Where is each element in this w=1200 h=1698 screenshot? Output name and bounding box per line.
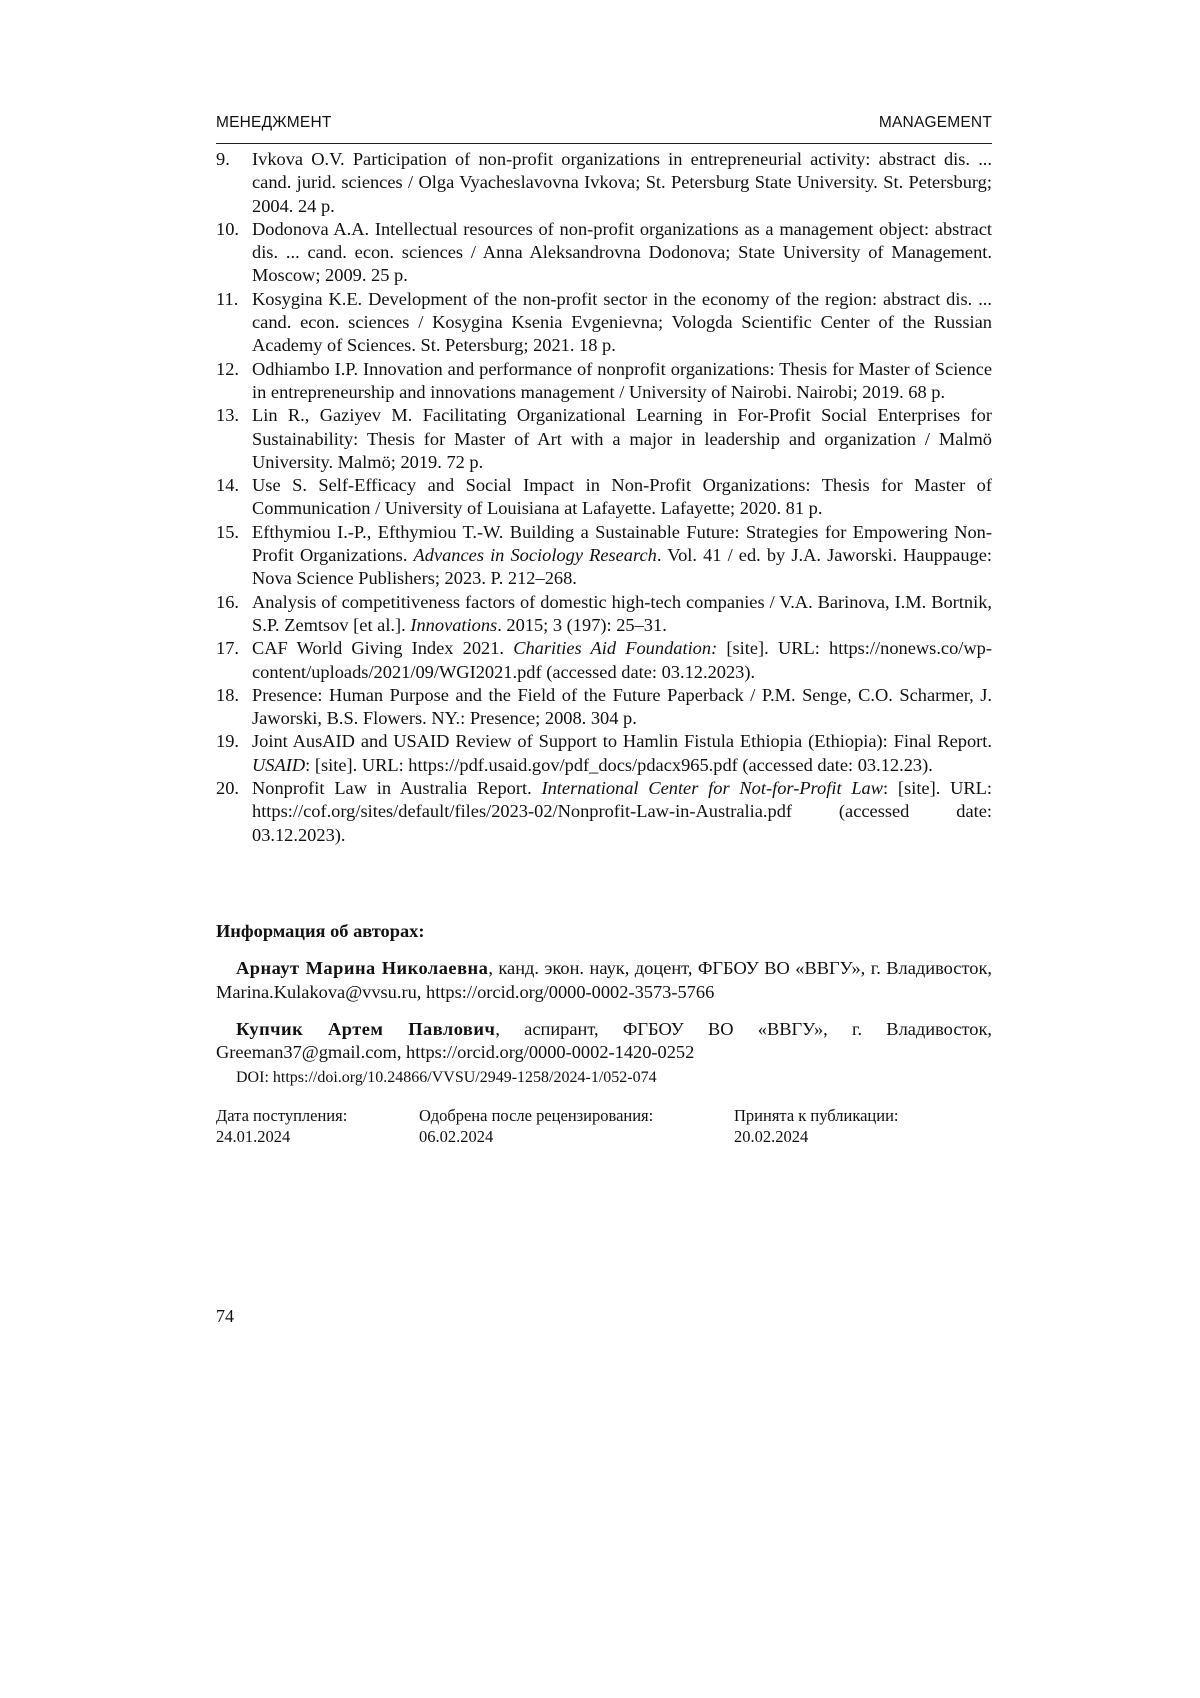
reference-item <box>216 591 992 638</box>
reference-item <box>216 404 992 474</box>
reference-text <box>252 404 992 474</box>
date-value: 24.01.2024 <box>216 1127 291 1146</box>
reference-item <box>216 358 992 405</box>
reference-text <box>252 474 992 521</box>
reference-number: 20. <box>216 778 239 799</box>
header-left: МЕНЕДЖМЕНТ <box>216 114 332 131</box>
reference-part: . Vol. 41 / ed. by J.A. Jaworski. Hauppauge: Nova Science Publishers; 2023. P. 212–268. <box>252 545 992 589</box>
header-rule <box>216 143 992 144</box>
reference-text <box>252 777 992 847</box>
reference-number: 10. <box>216 218 239 239</box>
reference-text <box>252 684 992 731</box>
reference-part: : [site]. URL: https://cof.org/sites/default/files/2023-02/Nonprofit-Law-in-Australia.pdf (accessed date: 03.12.2023). <box>252 778 992 845</box>
reference-number: 14. <box>216 475 239 496</box>
reference-number: 9. <box>216 149 230 169</box>
reference-part: Ivkova O.V. Participation of non-profit organizations in entrepreneurial activity: abstract dis. ... cand. jurid. sciences / Olga Vyacheslavovna Ivkova; St. Petersburg State University. St. Petersburg; 2004. 24 p. <box>252 149 992 216</box>
author-name: Арнаут Марина Николаевна <box>236 958 489 979</box>
reference-part: [site]. URL: https://nonews.co/wp-content/uploads/2021/09/WGI2021.pdf (accessed date: 03.12.2023). <box>252 638 992 682</box>
authors-info <box>216 920 992 1078</box>
date-value: 20.02.2024 <box>734 1127 809 1146</box>
reference-part: : [site]. URL: https://pdf.usaid.gov/pdf_docs/pdacx965.pdf (accessed date: 03.12.23). <box>305 754 933 775</box>
reference-number: 19. <box>216 731 239 752</box>
reference-part: Use S. Self-Efficacy and Social Impact in Non-Profit Organizations: Thesis for Master of Communication / University of Louisiana at Lafayette. Lafayette; 2020. 81 p. <box>252 475 992 519</box>
author-entry <box>216 1018 992 1065</box>
reference-part: Kosygina K.E. Development of the non-profit sector in the economy of the region: abstract dis. ... cand. econ. sciences / Kosygina Ksenia Evgenievna; Vologda Scientific Center of the Russian Academy of Sciences. St. Petersburg; 2021. 18 p. <box>252 288 992 356</box>
reference-number: 16. <box>216 591 239 612</box>
authors-title: Информация об авторах: <box>216 921 425 941</box>
date-label: Дата поступления: <box>216 1106 348 1125</box>
author-details: , аспирант, ФГБОУ ВО «ВВГУ», г. Владивосток, Greeman37@gmail.com, https://orcid.org/0000-0002-1420-0252 <box>216 1018 993 1063</box>
reference-text <box>252 521 992 591</box>
reference-italic-part: Innovations <box>410 614 498 635</box>
reference-text <box>252 591 992 638</box>
date-accepted <box>734 1105 899 1147</box>
reference-text <box>252 218 992 288</box>
reference-item <box>216 637 992 684</box>
date-label: Одобрена после рецензирования: <box>419 1106 654 1125</box>
reference-number: 11. <box>216 288 239 309</box>
reference-part: Joint AusAID and USAID Review of Support to Hamlin Fistula Ethiopia (Ethiopia): Final Report. <box>252 731 992 752</box>
doi: DOI: https://doi.org/10.24866/VVSU/2949-1258/2024-1/052-074 <box>236 1069 657 1086</box>
reference-text <box>252 358 992 405</box>
reference-list <box>216 148 992 847</box>
reference-item <box>216 521 992 591</box>
header-right: MANAGEMENT <box>878 114 992 131</box>
reference-part: CAF World Giving Index 2021. <box>252 638 514 659</box>
author-details: , канд. экон. наук, доцент, ФГБОУ ВО «ВВГУ», г. Владивосток, Marina.Kulakova@vvsu.ru, https://orcid.org/0000-0002-3573-5766 <box>216 958 992 1002</box>
reference-part: Analysis of competitiveness factors of domestic high-tech companies / V.A. Barinova, I.M. Bortnik, S.P. Zemtsov [et al.]. <box>252 591 992 635</box>
reference-number: 17. <box>216 638 239 659</box>
page-number: 74 <box>216 1306 234 1326</box>
date-value: 06.02.2024 <box>419 1127 494 1146</box>
reference-italic-part: Charities Aid Foundation: <box>513 638 718 659</box>
reference-item <box>216 730 992 777</box>
reference-italic-part: International Center for Not-for-Profit Law <box>541 778 884 799</box>
reference-part: Efthymiou I.-P., Efthymiou T.-W. Building a Sustainable Future: Strategies for Empowering Non-Profit Organizations. <box>252 521 992 566</box>
reference-part: Lin R., Gaziyev M. Facilitating Organizational Learning in For-Profit Social Enterprises for Sustainability: Thesis for Master of Art with a major in leadership and organization / Malmö University. Malmö; 2019. 72 p. <box>252 405 992 472</box>
reference-text <box>252 637 992 684</box>
reference-item <box>216 684 992 731</box>
reference-number: 13. <box>216 405 239 426</box>
reference-number: 18. <box>216 684 239 705</box>
reference-part: Nonprofit Law in Australia Report. <box>252 778 542 799</box>
reference-item <box>216 288 992 358</box>
reference-text <box>252 288 992 358</box>
reference-text <box>252 148 992 218</box>
reference-part: Dodonova A.A. Intellectual resources of non-profit organizations as a management object: abstract dis. ... cand. econ. sciences / Anna Aleksandrovna Dodonova; State University of Management. Moscow; 2009. 25 p. <box>252 218 992 286</box>
reference-number: 12. <box>216 358 239 379</box>
date-label: Принята к публикации: <box>734 1106 899 1125</box>
reference-italic-part: Advances in Sociology Research <box>413 545 657 566</box>
author-name: Купчик Артем Павлович <box>236 1018 496 1039</box>
reference-italic-part: USAID <box>252 754 306 775</box>
reference-text <box>252 730 992 777</box>
running-header <box>216 114 992 132</box>
reference-item <box>216 218 992 288</box>
reference-part: Odhiambo I.P. Innovation and performance of nonprofit organizations: Thesis for Master of Science in entrepreneurship and innovations management / University of Nairobi. Nairobi; 2019. 68 p. <box>252 358 992 402</box>
date-received <box>216 1105 347 1147</box>
reference-part: Presence: Human Purpose and the Field of the Future Paperback / P.M. Senge, C.O. Scharmer, J. Jaworski, B.S. Flowers. NY.: Presence; 2008. 304 p. <box>252 684 992 729</box>
reference-item <box>216 777 992 847</box>
reference-number: 15. <box>216 521 239 542</box>
date-approved <box>419 1105 653 1147</box>
reference-item <box>216 474 992 521</box>
author-entry <box>216 957 992 1004</box>
reference-item <box>216 148 992 218</box>
reference-part: . 2015; 3 (197): 25–31. <box>497 614 667 635</box>
